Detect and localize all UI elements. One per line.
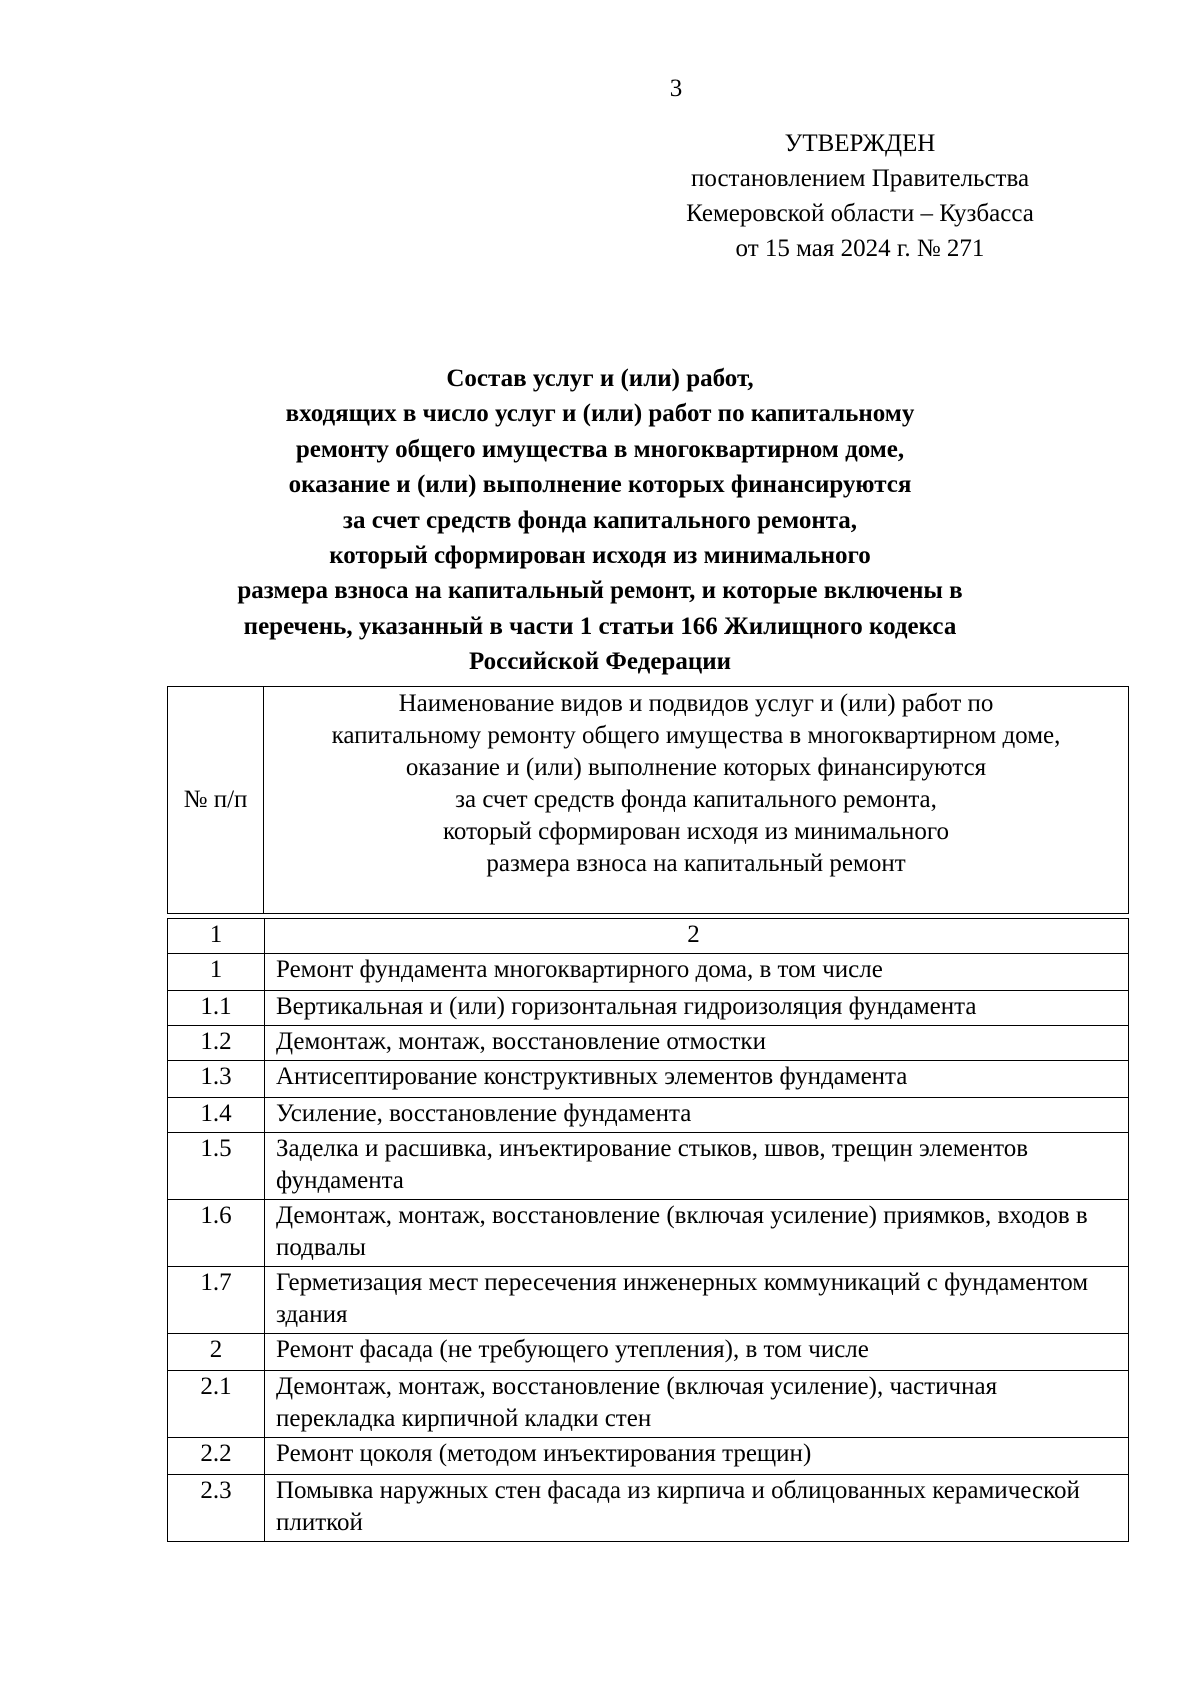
row-name: Антисептирование конструктивных элементов фундамента bbox=[265, 1061, 1129, 1098]
table-header bbox=[167, 686, 1129, 914]
row-number: 1.4 bbox=[168, 1098, 265, 1133]
column-number-cell: 2 bbox=[265, 919, 1129, 954]
row-number: 1.7 bbox=[168, 1267, 265, 1334]
table-row bbox=[168, 1133, 1129, 1200]
column-number-row bbox=[168, 919, 1129, 954]
row-number: 1.1 bbox=[168, 991, 265, 1026]
row-number: 1.6 bbox=[168, 1200, 265, 1267]
table-row bbox=[168, 1438, 1129, 1475]
works-table bbox=[167, 918, 1129, 1542]
row-name: Усиление, восстановление фундамента bbox=[265, 1098, 1129, 1133]
row-name: Герметизация мест пересечения инженерных коммуникаций с фундаментом здания bbox=[265, 1267, 1129, 1334]
title-line: размера взноса на капитальный ремонт, и которые включены в bbox=[237, 577, 963, 605]
approval-date: от 15 мая 2024 г. № 271 bbox=[735, 235, 985, 262]
row-name: Ремонт фундамента многоквартирного дома, в том числе bbox=[265, 954, 1129, 991]
column-number-cell: 1 bbox=[168, 919, 265, 954]
approval-stamp bbox=[600, 126, 1120, 266]
header-name-line: капитальному ремонту общего имущества в многоквартирном доме, bbox=[331, 722, 1061, 749]
table-row bbox=[168, 1026, 1129, 1061]
row-number: 2.3 bbox=[168, 1475, 265, 1542]
row-name: Вертикальная и (или) горизонтальная гидроизоляция фундамента bbox=[265, 991, 1129, 1026]
title-line: Состав услуг и (или) работ, bbox=[446, 365, 754, 392]
table-row bbox=[168, 1371, 1129, 1438]
title-line: который сформирован исходя из минимального bbox=[329, 542, 871, 570]
header-number-cell: № п/п bbox=[168, 687, 264, 913]
approval-line: постановлением Правительства bbox=[690, 165, 1030, 192]
row-number: 2.1 bbox=[168, 1371, 265, 1438]
header-name-line: за счет средств фонда капитального ремонта, bbox=[455, 786, 937, 813]
row-number: 1 bbox=[168, 954, 265, 991]
title-line: перечень, указанный в части 1 статьи 166 Жилищного кодекса bbox=[243, 612, 957, 640]
title-line: ремонту общего имущества в многоквартирном доме, bbox=[295, 435, 905, 463]
approval-heading: УТВЕРЖДЕН bbox=[784, 130, 936, 157]
row-number: 1.5 bbox=[168, 1133, 265, 1200]
row-number: 1.3 bbox=[168, 1061, 265, 1098]
table-row bbox=[168, 1061, 1129, 1098]
row-name: Демонтаж, монтаж, восстановление (включая усиление) приямков, входов в подвалы bbox=[265, 1200, 1129, 1267]
row-number: 2.2 bbox=[168, 1438, 265, 1475]
document-title bbox=[150, 361, 1050, 680]
row-number: 2 bbox=[168, 1334, 265, 1371]
header-name-line: оказание и (или) выполнение которых финансируются bbox=[405, 754, 987, 781]
header-name-line: Наименование видов и подвидов услуг и (или) работ по bbox=[398, 690, 994, 717]
table-row bbox=[168, 954, 1129, 991]
page-number: 3 bbox=[669, 75, 683, 102]
title-line: входящих в число услуг и (или) работ по капитальному bbox=[285, 400, 915, 428]
row-name: Заделка и расшивка, инъектирование стыков, швов, трещин элементов фундамента bbox=[265, 1133, 1129, 1200]
row-name: Ремонт фасада (не требующего утепления), в том числе bbox=[265, 1334, 1129, 1371]
table-row bbox=[168, 1200, 1129, 1267]
row-name: Ремонт цоколя (методом инъектирования трещин) bbox=[265, 1438, 1129, 1475]
header-name-line: который сформирован исходя из минимального bbox=[443, 818, 949, 845]
row-name: Демонтаж, монтаж, восстановление (включая усиление), частичная перекладка кирпичной кладки стен bbox=[265, 1371, 1129, 1438]
title-line: оказание и (или) выполнение которых финансируются bbox=[288, 471, 912, 499]
approval-line: Кемеровской области – Кузбасса bbox=[686, 200, 1034, 227]
header-name-cell bbox=[264, 687, 1128, 914]
title-line: Российской Федерации bbox=[468, 648, 732, 676]
table-row bbox=[168, 1267, 1129, 1334]
row-number: 1.2 bbox=[168, 1026, 265, 1061]
header-name-line: размера взноса на капитальный ремонт bbox=[486, 850, 906, 877]
table-row bbox=[168, 991, 1129, 1026]
table-row bbox=[168, 1334, 1129, 1371]
title-line: за счет средств фонда капитального ремонта, bbox=[342, 506, 858, 534]
row-name: Помывка наружных стен фасада из кирпича и облицованных керамической плиткой bbox=[265, 1475, 1129, 1542]
row-name: Демонтаж, монтаж, восстановление отмостки bbox=[265, 1026, 1129, 1061]
table-row bbox=[168, 1098, 1129, 1133]
table-row bbox=[168, 1475, 1129, 1542]
